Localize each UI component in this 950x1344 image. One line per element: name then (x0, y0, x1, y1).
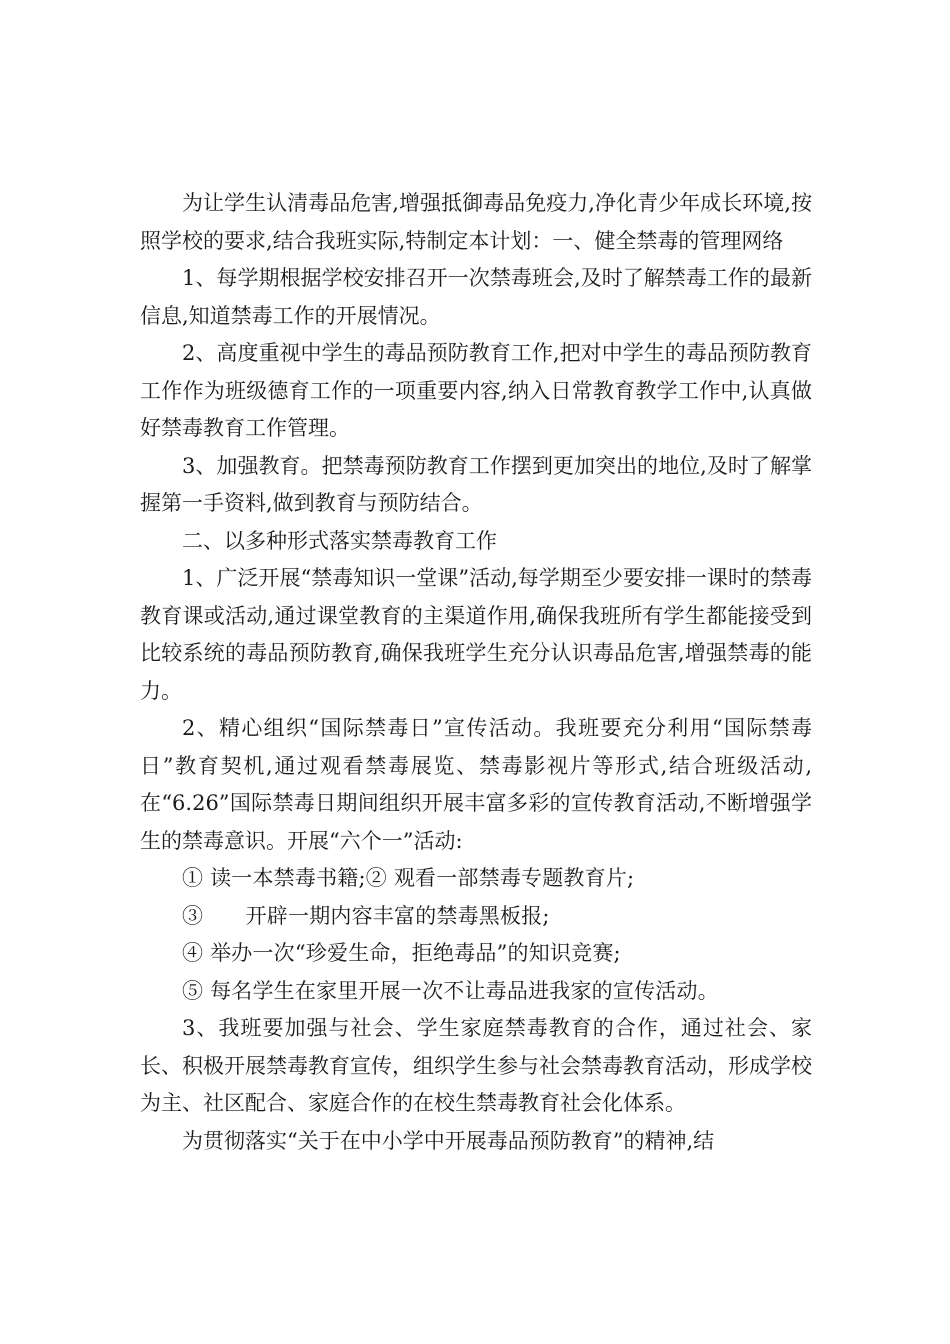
activity-item-4: ④ 举办一次“珍爱生命，拒绝毒品”的知识竞赛; (182, 941, 621, 965)
paragraph-1-1: 1、每学期根据学校安排召开一次禁毒班会,及时了解禁毒工作的最新信息,知道禁毒工作的开展情况。 (140, 266, 812, 328)
document-body (140, 185, 812, 1160)
paragraph-2-3: 3、我班要加强与社会、学生家庭禁毒教育的合作，通过社会、家长、积极开展禁毒教育宣传，组织学生参与社会禁毒教育活动，形成学校为主、社区配合、家庭合作的在校生禁毒教育社会化体系。 (140, 1016, 812, 1115)
paragraph-2-2: 2、精心组织“国际禁毒日”宣传活动。我班要充分利用“国际禁毒日”教育契机,通过观看禁毒展览、禁毒影视片等形式,结合班级活动,在“6.26”国际禁毒日期间组织开展丰富多彩的宣传教育活动,不断增强学生的禁毒意识。开展“六个一”活动: (140, 716, 812, 853)
paragraph-1-3: 3、加强教育。把禁毒预防教育工作摆到更加突出的地位,及时了解掌握第一手资料,做到教育与预防结合。 (140, 453, 812, 515)
paragraph-2-1: 1、广泛开展“禁毒知识一堂课”活动,每学期至少要安排一课时的禁毒教育课或活动,通过课堂教育的主渠道作用,确保我班所有学生都能接受到比较系统的毒品预防教育,确保我班学生充分认识毒品危害,增强禁毒的能力。 (140, 566, 812, 703)
intro-paragraph: 为让学生认清毒品危害,增强抵御毒品免疫力,净化青少年成长环境,按照学校的要求,结合我班实际,特制定本计划：一、健全禁毒的管理网络 (140, 191, 812, 253)
paragraph-1-2: 2、高度重视中学生的毒品预防教育工作,把对中学生的毒品预防教育工作作为班级德育工作的一项重要内容,纳入日常教育教学工作中,认真做好禁毒教育工作管理。 (140, 341, 812, 440)
activity-item-5: ⑤ 每名学生在家里开展一次不让毒品进我家的宣传活动。 (182, 978, 719, 1003)
activity-item-1-2: ① 读一本禁毒书籍;② 观看一部禁毒专题教育片; (182, 866, 635, 890)
activity-item-3: ③ 开辟一期内容丰富的禁毒黑板报; (182, 903, 550, 928)
closing-paragraph: 为贯彻落实“关于在中小学中开展毒品预防教育”的精神,结 (182, 1128, 715, 1153)
section-heading-2: 二、以多种形式落实禁毒教育工作 (182, 528, 497, 553)
